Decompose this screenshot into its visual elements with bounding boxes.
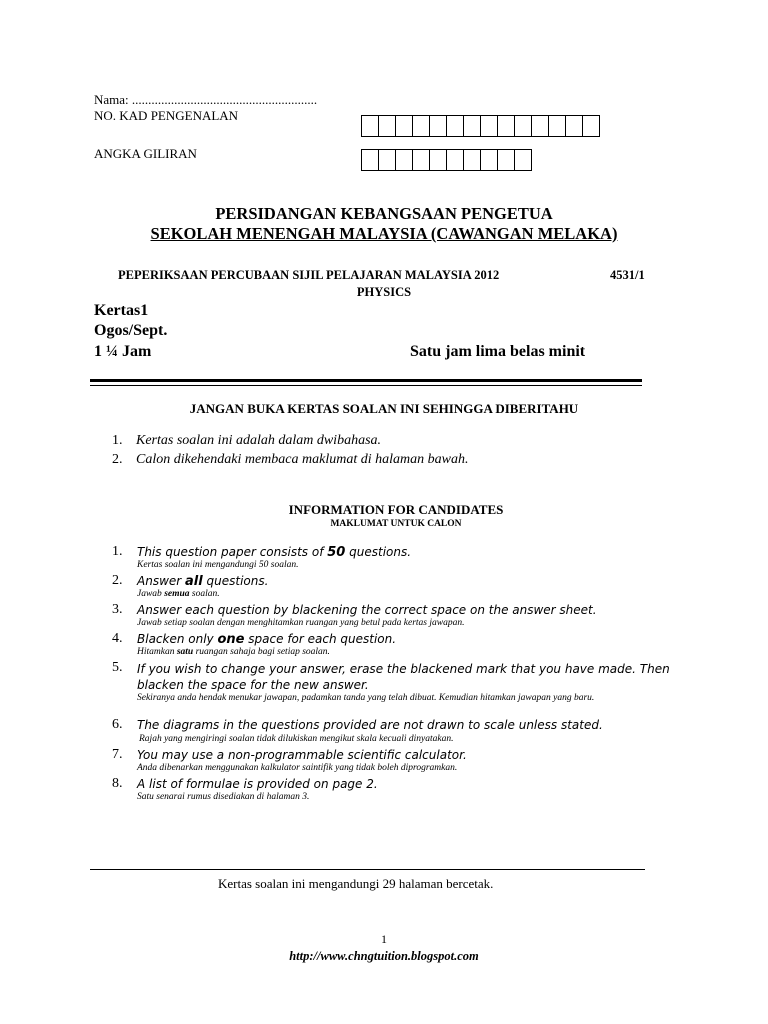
digit-box[interactable] [379,150,396,170]
info-ms-text: Sekiranya anda hendak menukar jawapan, padamkan tanda yang telah dibuat. Kemudian hitamkan jawapan yang baru. [137,693,595,703]
info-ms [137,647,330,657]
digit-box[interactable] [430,150,447,170]
name-label: Nama: [94,92,129,107]
name-dots: ......................................................... [131,92,318,107]
ic-label: NO. KAD PENGENALAN [94,108,239,123]
info-ms-emphasis: semua [164,589,190,599]
digit-box[interactable] [396,116,413,136]
digit-box[interactable] [413,116,430,136]
paper-label: Kertas1 [94,302,149,319]
info-ms [137,560,299,570]
info-en-text: Answer each question by blackening the correct space on the answer sheet. [137,603,597,617]
divider-thick [90,379,642,382]
digit-box[interactable] [464,116,481,136]
digit-box[interactable] [447,150,464,170]
info-en [137,748,467,762]
info-number: 6. [112,717,123,732]
info-en [137,574,268,589]
pages-note: Kertas soalan ini mengandungi 29 halaman bercetak. [218,876,494,891]
info-en-text: Blacken only [137,632,218,646]
ic-number-boxes[interactable] [361,115,600,137]
divider-thin [90,385,642,386]
instruction-text: Kertas soalan ini adalah dalam dwibahasa. [136,433,382,448]
digit-box[interactable] [566,116,583,136]
info-en-text: questions. [202,574,269,588]
footer-rule [90,869,645,870]
duration-words: Satu jam lima belas minit [410,343,586,360]
digit-box[interactable] [481,150,498,170]
info-en-text: Answer [137,574,186,588]
info-number: 3. [112,602,123,617]
digit-box[interactable] [464,150,481,170]
info-title: INFORMATION FOR CANDIDATES [288,502,504,517]
digit-box[interactable] [481,116,498,136]
info-ms [137,693,667,704]
info-number: 7. [112,747,123,762]
digit-box[interactable] [549,116,566,136]
info-ms [137,589,220,599]
info-en-text: questions. [345,545,412,559]
info-en-emphasis: all [185,574,203,589]
info-subtitle: MAKLUMAT UNTUK CALON [330,519,462,529]
digit-box[interactable] [396,150,413,170]
digit-box[interactable] [583,116,599,136]
info-ms [137,618,464,628]
month-label: Ogos/Sept. [94,322,168,339]
info-ms-text: Satu senarai rumus disediakan di halaman 3. [137,792,310,802]
instruction-text: Calon dikehendaki membaca maklumat di halaman bawah. [136,452,469,467]
info-number: 2. [112,573,123,588]
info-ms-text: Kertas soalan ini mengandungi 50 soalan. [137,560,299,570]
digit-box[interactable] [498,150,515,170]
name-field[interactable] [94,92,317,108]
info-number: 5. [112,660,123,675]
info-number: 4. [112,631,123,646]
digit-box[interactable] [515,116,532,136]
exam-code: 4531/1 [610,268,645,282]
info-en [137,545,411,560]
info-en-text: A list of formulae is provided on page 2. [137,777,378,791]
digit-box[interactable] [515,150,531,170]
digit-box[interactable] [498,116,515,136]
page-number: 1 [381,932,387,946]
digit-box[interactable] [362,150,379,170]
info-en [137,777,378,791]
instruction-item [112,433,381,449]
info-number: 1. [112,544,123,559]
digit-box[interactable] [532,116,549,136]
info-en-text: space for each question. [244,632,397,646]
instruction-number: 1. [112,433,123,448]
angka-giliran-boxes[interactable] [361,149,532,171]
info-en-emphasis: one [217,632,245,647]
info-number: 8. [112,776,123,791]
footer-url[interactable]: http://www.chngtuition.blogspot.com [289,949,479,963]
info-ms [137,763,457,773]
angka-giliran-label: ANGKA GILIRAN [94,146,197,161]
info-ms-emphasis: satu [176,647,194,657]
instruction-item [112,452,468,468]
organizer-line-1: PERSIDANGAN KEBANGSAAN PENGETUA [215,204,553,223]
info-en [137,661,677,693]
duration-label: 1 ¼ Jam [94,343,152,360]
info-en-text: This question paper consists of [137,545,328,559]
warning-text: JANGAN BUKA KERTAS SOALAN INI SEHINGGA DIBERITAHU [189,401,579,416]
info-ms-text: Rajah yang mengiringi soalan tidak dilukiskan mengikut skala kecuali dinyatakan. [139,734,454,744]
exam-title: PEPERIKSAAN PERCUBAAN SIJIL PELAJARAN MALAYSIA 2012 [118,268,500,282]
digit-box[interactable] [362,116,379,136]
organizer-line-2: SEKOLAH MENENGAH MALAYSIA (CAWANGAN MELAKA) [150,224,618,243]
digit-box[interactable] [430,116,447,136]
info-ms-text: Anda dibenarkan menggunakan kalkulator saintifik yang tidak boleh diprogramkan. [137,763,458,773]
info-ms-text: Hitamkan [137,647,177,657]
info-ms-text: soalan. [189,589,220,599]
info-ms [139,734,454,744]
info-en-emphasis: 50 [327,545,346,560]
info-ms-text: ruangan sahaja bagi setiap soalan. [193,647,330,657]
info-en [137,718,603,732]
info-en-text: You may use a non-programmable scientific calculator. [137,748,467,762]
info-ms-text: Jawab [137,589,165,599]
info-en [137,603,597,617]
digit-box[interactable] [379,116,396,136]
info-ms-text: Jawab setiap soalan dengan menghitamkan ruangan yang betul pada kertas jawapan. [137,618,465,628]
digit-box[interactable] [413,150,430,170]
info-en-text: If you wish to change your answer, erase the blackened mark that you have made. Then blacken the space for the new answer. [137,662,670,692]
info-ms [137,792,309,802]
instruction-number: 2. [112,452,123,467]
info-en-text: The diagrams in the questions provided are not drawn to scale unless stated. [137,718,603,732]
digit-box[interactable] [447,116,464,136]
info-en [137,632,396,647]
subject: PHYSICS [356,285,412,299]
